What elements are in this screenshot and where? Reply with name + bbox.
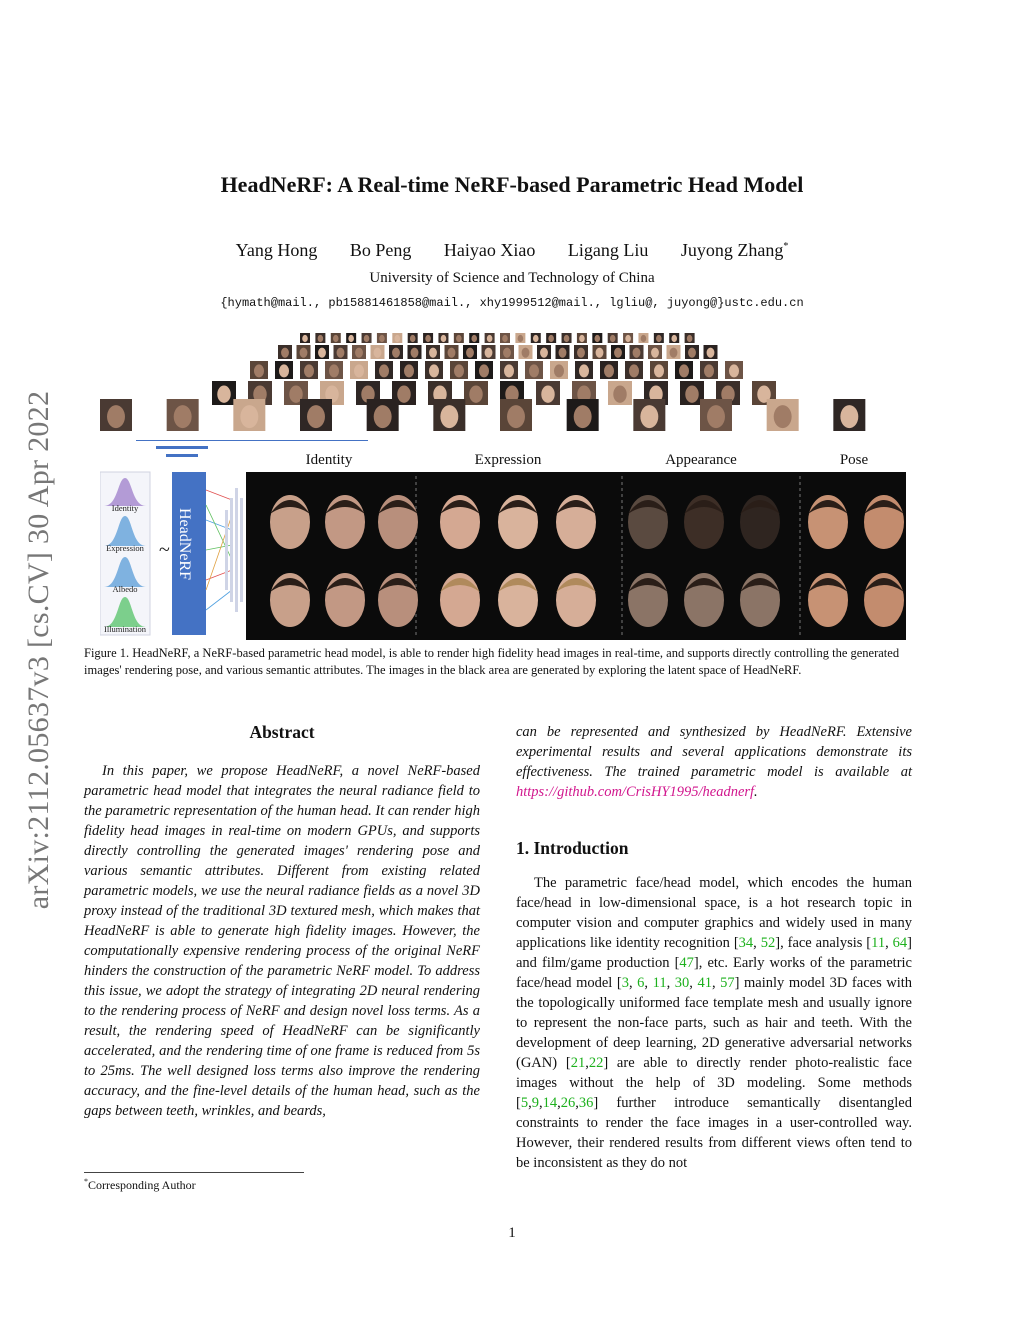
- footnote-mark: *: [84, 1177, 88, 1186]
- face-thumbnail-head: [502, 335, 508, 342]
- intro-text-segment: ] mainly model 3D faces with the topologically uniformed face template mesh and usually ignore to represent the non-face parts, such as hair and teeth. With the development of deep learning, 2D generative adversarial networks (GAN) [: [516, 975, 913, 1071]
- face-thumbnail-head: [333, 335, 339, 342]
- intro-text-segment: ,: [753, 935, 761, 951]
- face-thumbnail-head: [307, 405, 325, 428]
- face-thumbnail-head: [503, 348, 511, 358]
- author-mark: *: [783, 241, 789, 252]
- intro-text-segment: ,: [644, 975, 653, 991]
- face-thumbnail-head: [625, 335, 631, 342]
- citation-link[interactable]: 47: [679, 955, 694, 971]
- face-thumbnail-head: [596, 348, 604, 358]
- face-thumbnail-head: [466, 348, 474, 358]
- face-thumbnail-head: [281, 348, 289, 358]
- face-thumbnail-head: [688, 348, 696, 358]
- footnote: [84, 1172, 304, 1193]
- citation-link[interactable]: 6: [637, 975, 645, 991]
- citation-link[interactable]: 34: [738, 935, 754, 951]
- intro-text-segment: ] are able to directly render photo-realistic face images without the help of 3D modeling. Some methods [: [516, 1055, 912, 1111]
- face-thumbnail-head: [559, 348, 567, 358]
- face-thumbnail-head: [707, 405, 725, 428]
- citation-link[interactable]: 64: [892, 935, 908, 951]
- column-label-appearance: Appearance: [665, 452, 737, 468]
- face-thumbnail-head: [174, 405, 192, 428]
- face-thumbnail-head: [654, 364, 664, 377]
- face-thumbnail-head: [240, 405, 258, 428]
- face-thumbnail-head: [774, 405, 792, 428]
- paper-title: HeadNeRF: A Real-time NeRF-based Parametric Head Model: [220, 172, 804, 197]
- face-thumbnail-head: [395, 335, 401, 342]
- face-thumbnail-head: [707, 348, 715, 358]
- intro-text-segment: ,: [557, 1095, 561, 1111]
- author-name: Juyong Zhang: [680, 240, 784, 260]
- face-thumbnail-head: [279, 364, 289, 377]
- blue-line: [136, 440, 368, 441]
- face-thumbnail-head: [337, 348, 345, 358]
- dist-label-illumination: Illumination: [103, 624, 147, 634]
- citation-link[interactable]: 26: [560, 1095, 576, 1111]
- face-thumbnail-head: [656, 335, 662, 342]
- face-thumbnail-head: [548, 335, 554, 342]
- face-thumbnail-head: [304, 364, 314, 377]
- face-thumbnail-head: [429, 364, 439, 377]
- column-label-pose: Pose: [839, 452, 869, 468]
- face-thumbnail-head: [479, 364, 489, 377]
- face-thumbnail-head: [440, 405, 458, 428]
- author: Ligang Liu: [567, 240, 649, 260]
- face-thumbnail-head: [217, 386, 230, 403]
- face-thumbnail-head: [641, 335, 647, 342]
- face-thumbnail-head: [300, 348, 308, 358]
- face-thumbnail-head: [254, 364, 264, 377]
- author: Yang Hong: [235, 240, 318, 260]
- face-thumbnail-head: [302, 335, 308, 342]
- face-thumbnail-head: [448, 348, 456, 358]
- face-thumbnail-head: [429, 348, 437, 358]
- face-thumbnail-head: [441, 335, 447, 342]
- face-thumbnail-head: [471, 335, 477, 342]
- introduction-heading: 1. Introduction: [516, 838, 629, 858]
- citation-link[interactable]: 11: [871, 935, 886, 951]
- column-label-identity: Identity: [305, 452, 353, 468]
- face-thumbnail-head: [579, 364, 589, 377]
- dist-label-albedo: Albedo: [112, 584, 138, 594]
- face-thumbnail-head: [651, 348, 659, 358]
- intro-text-segment: ,: [528, 1095, 532, 1111]
- face-thumbnail-head: [379, 364, 389, 377]
- face-thumbnail-head: [392, 348, 400, 358]
- face-thumbnail-head: [595, 335, 601, 342]
- face-thumbnail-head: [355, 348, 363, 358]
- face-thumbnail-head: [410, 335, 416, 342]
- face-thumbnail-head: [613, 386, 626, 403]
- face-thumbnail-head: [518, 335, 524, 342]
- face-thumbnail-head: [354, 364, 364, 377]
- email-list: {hymath@mail., pb15881461858@mail., xhy1999512@mail., lgliu@, juyong@}ustc.edu.cn: [220, 296, 804, 310]
- intro-text-segment: ,: [628, 975, 638, 991]
- face-thumbnail-head: [671, 335, 677, 342]
- face-thumbnail-head: [629, 364, 639, 377]
- citation-link[interactable]: 3: [621, 975, 629, 991]
- face-thumbnail-head: [397, 386, 410, 403]
- face-thumbnail-head: [564, 335, 570, 342]
- face-thumbnail-head: [729, 364, 739, 377]
- citation-link[interactable]: 9: [531, 1095, 539, 1111]
- network-connections: [206, 490, 232, 610]
- face-thumbnail-head: [364, 335, 370, 342]
- face-thumbnail-head: [704, 364, 714, 377]
- intro-text-segment: ] further introduce semantically disentangled constraints to render the face images in a user-controlled way. However, their rendered results from different views often tend to be inconsistent as they do not: [516, 1095, 912, 1171]
- citation-link[interactable]: 41: [697, 975, 712, 991]
- author-list: [0, 240, 1024, 261]
- figure-caption: Figure 1. HeadNeRF, a NeRF-based parametric head model, is able to render high fidelity head images in real-time, and supports directly controlling the generated images' rendering pose, and various semantic attributes. The images in the black area are generated by exploring the latent space of HeadNeRF.: [84, 646, 900, 677]
- intro-text-segment: ,: [585, 1055, 589, 1071]
- citation-link[interactable]: 57: [720, 975, 735, 991]
- face-thumbnail-head: [318, 348, 326, 358]
- arxiv-sidebar: [8, 350, 70, 950]
- face-thumbnail-head: [374, 405, 392, 428]
- citation-link[interactable]: 21: [570, 1055, 586, 1071]
- face-thumbnail-head: [329, 364, 339, 377]
- face-thumbnail-head: [507, 405, 525, 428]
- link-end: .: [754, 784, 758, 800]
- intro-text-segment: ] and film/game production [: [516, 935, 913, 971]
- affiliation: University of Science and Technology of China: [369, 270, 655, 286]
- intro-text-segment: ,: [666, 975, 675, 991]
- citation-link[interactable]: 11: [652, 975, 667, 991]
- citation-link[interactable]: 30: [674, 975, 690, 991]
- face-thumbnail-head: [610, 335, 616, 342]
- intro-text-segment: ,: [711, 975, 721, 991]
- face-thumbnail-head: [522, 348, 530, 358]
- dist-label-identity: Identity: [111, 503, 139, 513]
- face-thumbnail-head: [687, 335, 693, 342]
- dist-label-expression: Expression: [106, 543, 144, 553]
- dataset-faces-image: [100, 333, 900, 433]
- face-thumbnail-head: [633, 348, 641, 358]
- face-thumbnail-head: [579, 335, 585, 342]
- column-label-expression: Expression: [474, 452, 542, 468]
- footnote-text: Corresponding Author: [88, 1178, 196, 1192]
- face-thumbnail-head: [554, 364, 564, 377]
- abstract-text: In this paper, we propose HeadNeRF, a novel NeRF-based parametric head model that integrates the neural radiance field to the parametric representation of the human head. It can render high fidelity head images in real-time on modern GPUs, and supports directly controlling the generated images' rendering pose and various semantic attributes. Different from existing related parametric models, we use the neural radiance fields as a novel 3D proxy instead of the traditional 3D textured mesh, which makes that HeadNeRF is able to generate high fidelity images. However, the computationally expensive rendering process of the original NeRF hinders the construction of the parametric NeRF model. To address this issue, we adopt the strategy of integrating 2D neural rendering to the rendering process of NeRF and design novel loss terms. As a result, the rendering speed of HeadNeRF can be significantly accelerated, and the rendering time of one frame is reduced from 5s to 25ms. The well designed loss terms also improve the rendering accuracy, and the fine-level details of the human head, such as the gaps between teeth, wrinkles, and beards,: [84, 763, 480, 1119]
- face-thumbnail-head: [577, 348, 585, 358]
- author: Bo Peng: [349, 240, 412, 260]
- face-thumbnail-head: [679, 364, 689, 377]
- face-thumbnail-head: [404, 364, 414, 377]
- citation-link[interactable]: 5: [520, 1095, 529, 1111]
- citation-link[interactable]: 52: [760, 935, 776, 951]
- intro-text-segment: ], face analysis [: [775, 935, 872, 951]
- face-thumbnail-head: [840, 405, 858, 428]
- face-thumbnail-head: [454, 364, 464, 377]
- face-thumbnail-head: [107, 405, 125, 428]
- face-thumbnail-head: [574, 405, 592, 428]
- author: [681, 240, 789, 260]
- right-column: [516, 722, 912, 1173]
- author: Haiyao Xiao: [443, 240, 536, 260]
- intro-text-segment: ,: [538, 1095, 543, 1111]
- citation-link[interactable]: 22: [588, 1055, 604, 1071]
- face-thumbnail-head: [529, 364, 539, 377]
- introduction-text: [516, 873, 912, 1173]
- left-column: [84, 722, 480, 1121]
- intro-text-segment: ,: [689, 975, 698, 991]
- face-thumbnail-head: [604, 364, 614, 377]
- face-thumbnail-head: [533, 335, 539, 342]
- intro-text-segment: ], etc. Early works of the parametric face/head model [: [516, 955, 912, 991]
- face-thumbnail-head: [685, 386, 698, 403]
- arxiv-id: arXiv:2112.05637v3 [cs.CV] 30 Apr 2022: [22, 390, 55, 910]
- face-thumbnail-head: [504, 364, 514, 377]
- face-thumbnail-head: [541, 386, 554, 403]
- face-thumbnail-head: [540, 348, 548, 358]
- intro-text-segment: The parametric face/head model, which encodes the human face/head in low-dimensional space, is a hot research topic in computer vision and computer graphics and widely used in many applications like identity recognition [: [516, 875, 912, 951]
- headnerf-label: HeadNeRF: [176, 508, 193, 580]
- face-thumbnail-head: [640, 405, 658, 428]
- face-thumbnail-head: [318, 335, 324, 342]
- blue-line: [166, 454, 198, 457]
- face-thumbnail-head: [348, 335, 354, 342]
- face-thumbnail-head: [456, 335, 462, 342]
- face-thumbnail-head: [487, 335, 493, 342]
- face-thumbnail-head: [374, 348, 382, 358]
- intro-text-segment: ,: [885, 935, 893, 951]
- face-thumbnail-head: [425, 335, 431, 342]
- figure-1: [100, 440, 908, 640]
- citation-link[interactable]: 36: [578, 1095, 594, 1111]
- tilde-symbol: ~: [159, 539, 170, 561]
- face-thumbnail-head: [469, 386, 482, 403]
- abstract-heading: Abstract: [249, 722, 315, 742]
- face-thumbnail-head: [411, 348, 419, 358]
- abstract-continuation: [516, 722, 912, 802]
- blue-line: [156, 446, 208, 449]
- face-thumbnail-head: [670, 348, 678, 358]
- github-link[interactable]: https://github.com/CrisHY1995/headnerf: [516, 784, 755, 800]
- abstract-continuation-text: can be represented and synthesized by HeadNeRF. Extensive experimental results and several applications demonstrate its effectiveness. The trained parametric model is available at: [516, 724, 912, 780]
- face-thumbnail-head: [485, 348, 493, 358]
- face-thumbnail-head: [379, 335, 385, 342]
- face-thumbnail-head: [614, 348, 622, 358]
- intro-text-segment: ,: [575, 1095, 579, 1111]
- page-number: 1: [508, 1225, 516, 1241]
- citation-link[interactable]: 14: [542, 1095, 558, 1111]
